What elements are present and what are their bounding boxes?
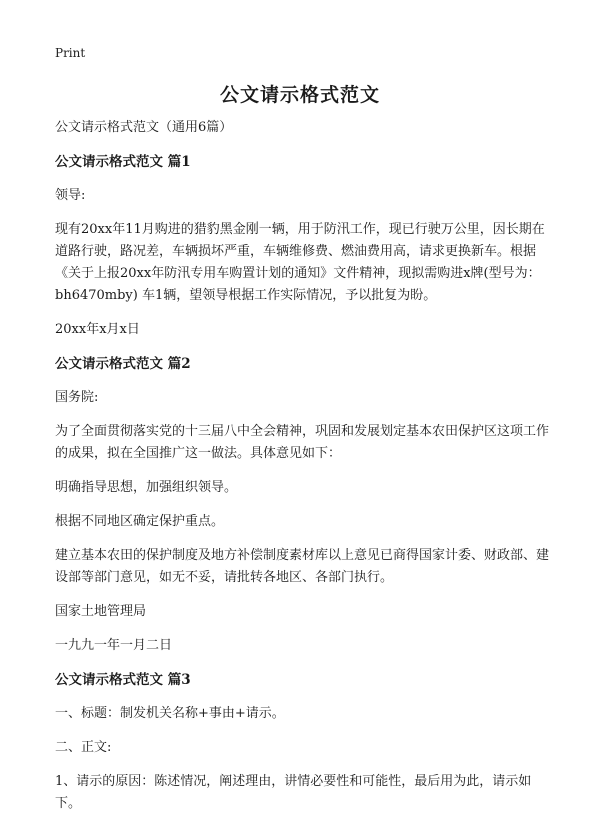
signature-line: 国家土地管理局: [55, 604, 147, 619]
page-title: 公文请示格式范文: [219, 84, 380, 106]
body-paragraph: 现有20xx年11月购进的猎豹黑金刚一辆，用于防汛工作，现已行驶万公里，因长期在道路行驶，路况差，车辆损坏严重，车辆维修费、燃油费用高，请求更换新车。根据《关于上报20xx年防汛专用车购置计划的通知》文件精神，现拟需购进x牌(型号为：bh6470mby) 车1辆，望领导根据工作实际情况，予以批复为盼。: [55, 222, 545, 303]
body-paragraph: 为了全面贯彻落实党的十三届八中全会精神，巩固和发展划定基本农田保护区这项工作的成果，拟在全国推广这一做法。具体意见如下：: [55, 424, 550, 461]
print-link[interactable]: Print: [55, 46, 86, 60]
section-heading-1: 公文请示格式范文 篇1: [55, 154, 191, 170]
body-paragraph: 根据不同地区确定保护重点。: [55, 514, 225, 529]
section-heading-3: 公文请示格式范文 篇3: [55, 672, 191, 688]
section-heading-2: 公文请示格式范文 篇2: [55, 356, 191, 372]
body-paragraph: 明确指导思想，加强组织领导。: [55, 480, 238, 495]
body-paragraph: 一、标题：制发机关名称+事由+请示。: [55, 706, 285, 721]
body-paragraph: 建立基本农田的保护制度及地方补偿制度素材库以上意见已商得国家计委、财政部、建设部等部门意见，如无不妥，请批转各地区、各部门执行。: [55, 548, 550, 585]
body-paragraph: 二、正文:: [55, 740, 112, 755]
document-subtitle: 公文请示格式范文（通用6篇）: [55, 120, 233, 135]
date-line: 20xx年x月x日: [55, 322, 140, 337]
salutation: 国务院:: [55, 390, 99, 405]
date-line: 一九九一年一月二日: [55, 638, 173, 653]
document-body: [55, 117, 555, 827]
salutation: 领导:: [55, 188, 86, 203]
body-paragraph: 1、请示的原因：陈述情况，阐述理由，讲情必要性和可能性，最后用为此，请示如下。: [55, 774, 532, 811]
